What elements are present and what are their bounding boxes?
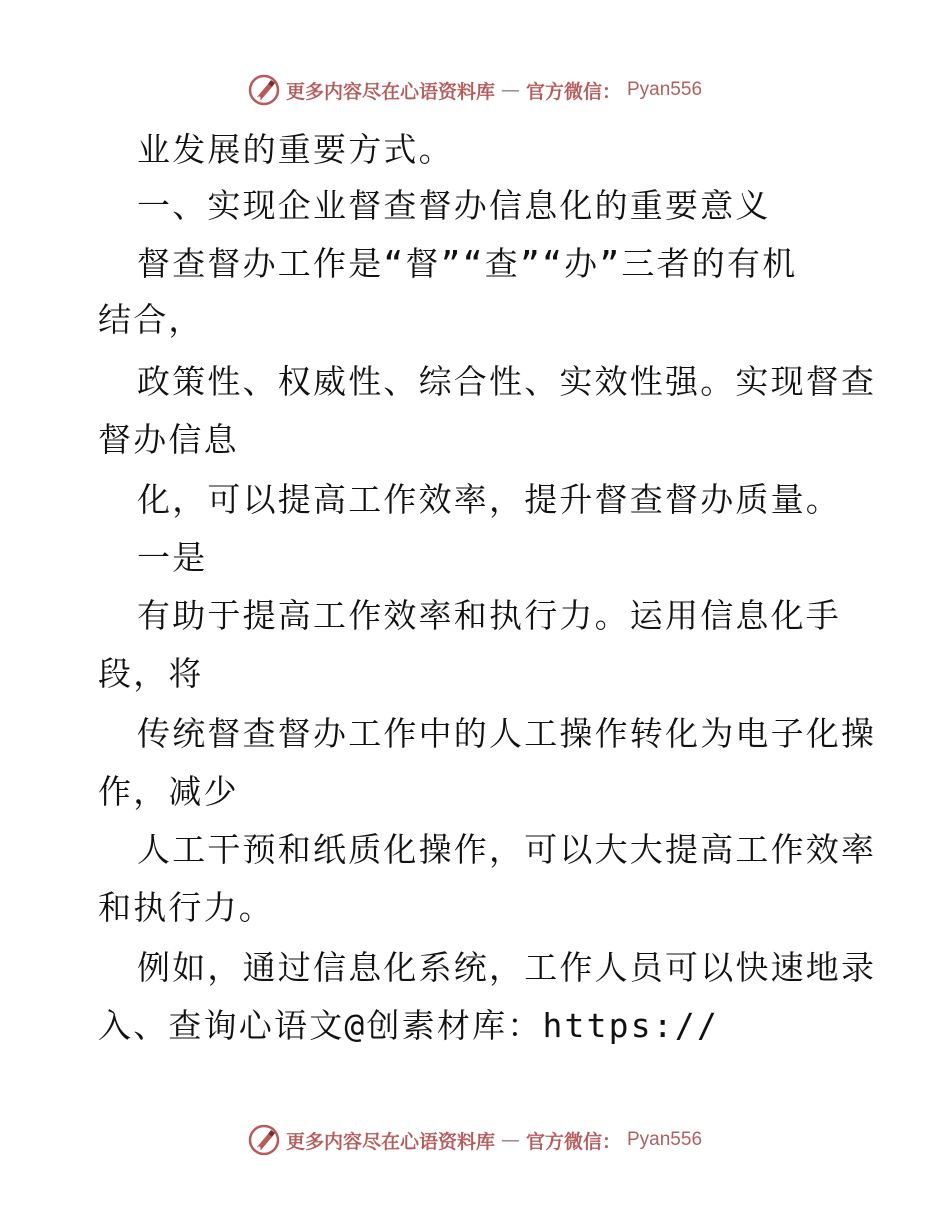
watermark-site-name: 更多内容尽在心语资料库 xyxy=(285,80,495,103)
body-line: 督办信息 xyxy=(98,420,239,459)
header-watermark xyxy=(0,70,950,110)
body-line: 和执行力。 xyxy=(98,888,274,927)
body-line: 传统督查督办工作中的人工操作转化为电子化操 xyxy=(137,714,877,753)
body-line: 人工干预和纸质化操作，可以大大提高工作效率 xyxy=(137,830,877,869)
watermark-wechat-label: 官方微信： xyxy=(525,80,621,103)
body-line: 段，将 xyxy=(98,654,204,693)
body-line: 入、查询心语文@创素材库：https:// xyxy=(98,1006,720,1045)
watermark-group xyxy=(248,74,702,106)
body-line: 业发展的重要方式。 xyxy=(137,130,454,169)
section-heading: 一、实现企业督查督办信息化的重要意义 xyxy=(137,186,771,225)
body-line: 有助于提高工作效率和执行力。运用信息化手 xyxy=(137,596,841,635)
watermark-site-name: 更多内容尽在心语资料库 xyxy=(285,1130,495,1153)
body-line: 例如，通过信息化系统，工作人员可以快速地录 xyxy=(137,948,877,987)
body-line: 结合， xyxy=(98,300,204,339)
pen-logo-icon xyxy=(248,74,280,106)
body-line: 一是 xyxy=(137,538,208,577)
watermark-wechat-id: Pyan556 xyxy=(627,1129,703,1150)
footer-watermark xyxy=(0,1120,950,1160)
body-line: 作，减少 xyxy=(98,772,239,811)
watermark-dash: — xyxy=(500,1129,520,1151)
watermark-wechat-label: 官方微信： xyxy=(525,1130,621,1153)
watermark-dash: — xyxy=(500,79,520,101)
body-line: 政策性、权威性、综合性、实效性强。实现督查 xyxy=(137,362,877,401)
pen-logo-icon xyxy=(248,1124,280,1156)
watermark-group xyxy=(248,1124,702,1156)
body-line: 督查督办工作是“督”“查”“办”三者的有机 xyxy=(137,244,798,283)
watermark-wechat-id: Pyan556 xyxy=(627,79,703,100)
body-line: 化，可以提高工作效率，提升督查督办质量。 xyxy=(137,480,841,519)
